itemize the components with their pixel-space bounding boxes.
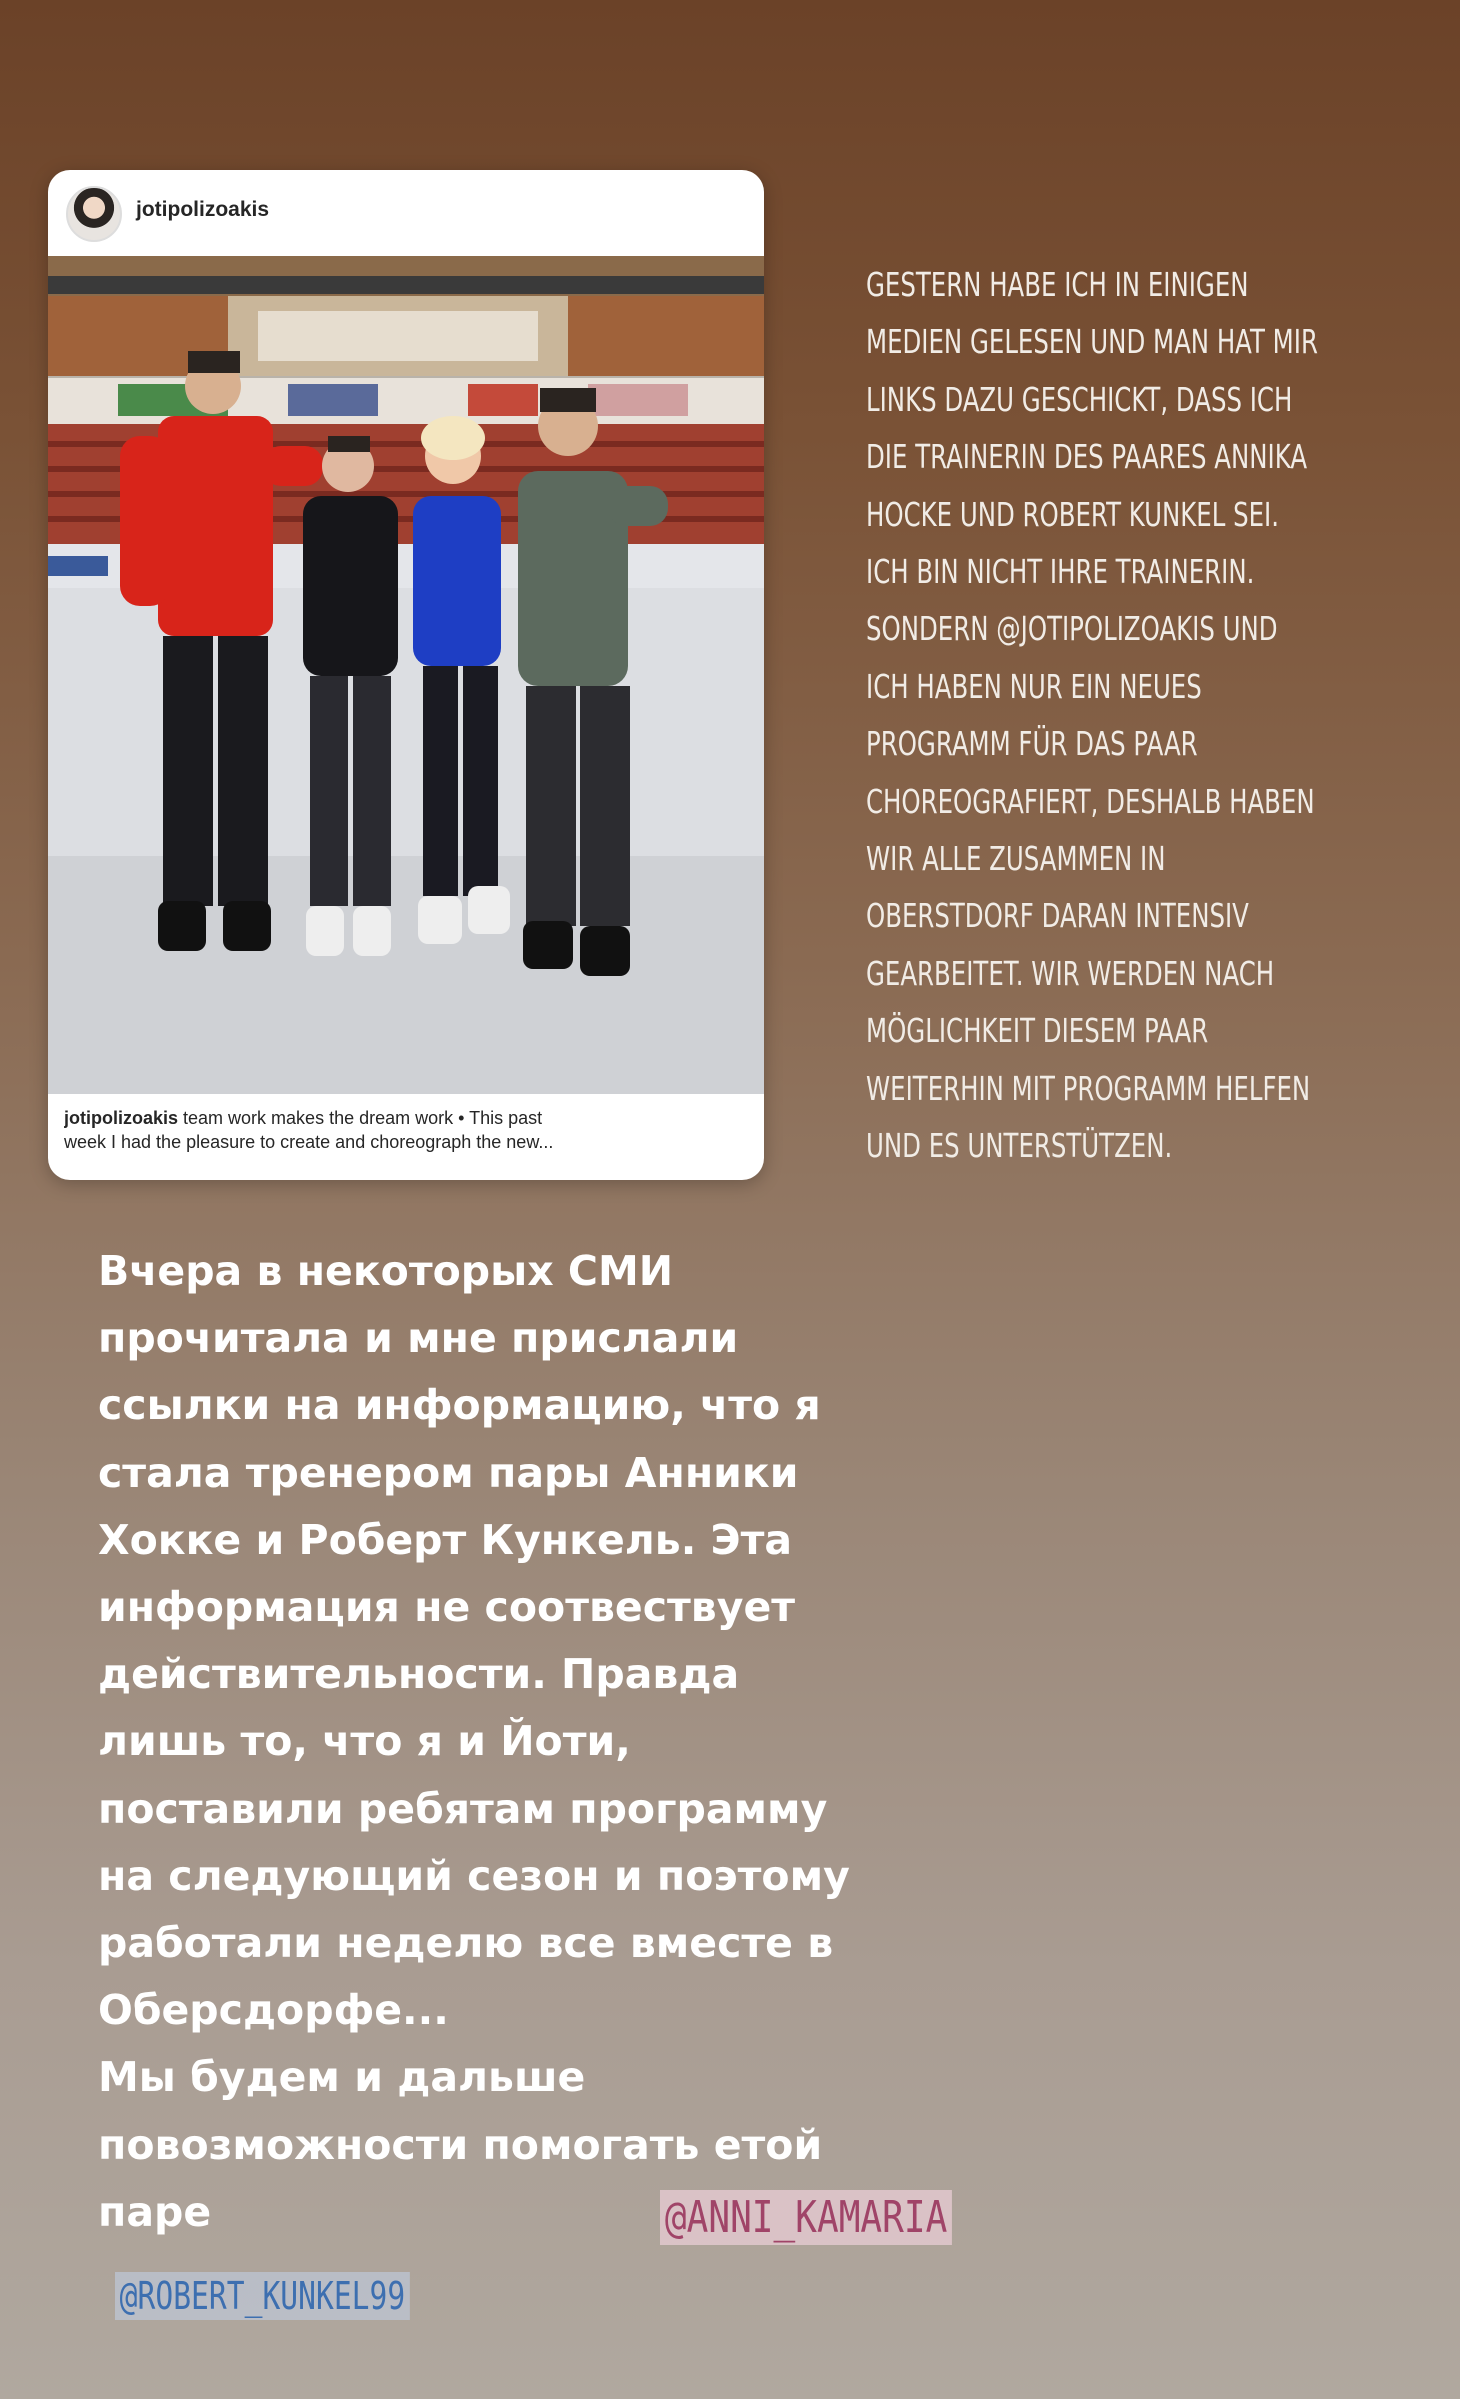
russian-line: Мы будем и дальше [98, 2053, 586, 2102]
german-line: WIR ALLE ZUSAMMEN IN [866, 839, 1166, 879]
russian-line: поставили ребятам программу [98, 1784, 828, 1833]
german-line: CHOREOGRAFIERT, DESHALB HABEN [866, 781, 1315, 821]
russian-line: на следующий сезон и поэтому [98, 1851, 850, 1900]
russian-line: лишь то, что я и Йоти, [98, 1717, 631, 1766]
caption-line-1 [64, 1106, 748, 1130]
russian-line: работали неделю все вместе в [98, 1919, 834, 1968]
embedded-instagram-post[interactable] [48, 170, 764, 1180]
post-header [48, 170, 764, 256]
russian-line: паре [98, 2187, 212, 2236]
russian-line: повозможности помогать етой [98, 2120, 823, 2169]
russian-line: стала тренером пары Анники [98, 1448, 799, 1497]
german-statement [866, 256, 1318, 1175]
german-line: OBERSTDORF DARAN INTENSIV [866, 896, 1249, 936]
german-line: PROGRAMM FÜR DAS PAAR [866, 724, 1198, 764]
mention-anni-kamaria[interactable]: @ANNI_KAMARIA [660, 2190, 952, 2245]
russian-line: ссылки на информацию, что я [98, 1381, 821, 1430]
ice-rink-photo [48, 256, 764, 1094]
caption-username[interactable]: jotipolizoakis [64, 1108, 179, 1128]
post-caption [64, 1106, 748, 1154]
avatar[interactable] [66, 186, 122, 242]
russian-line: прочитала и мне прислали [98, 1314, 739, 1363]
russian-line: Вчера в некоторых СМИ [98, 1247, 674, 1295]
post-username[interactable]: jotipolizoakis [136, 198, 270, 221]
german-line: LINKS DAZU GESCHICKT, DASS ICH [866, 379, 1293, 419]
german-line: ICH HABEN NUR EIN NEUES [866, 666, 1202, 706]
german-line: GEARBEITET. WIR WERDEN NACH [866, 953, 1275, 993]
caption-line-2: week I had the pleasure to create and choreograph the new... [64, 1132, 554, 1152]
german-line: HOCKE UND ROBERT KUNKEL SEI. [866, 494, 1280, 534]
russian-line: Хокке и Роберт Кункель. Эта [98, 1515, 793, 1564]
german-line: SONDERN @JOTIPOLIZOAKIS UND [866, 609, 1278, 649]
german-line: GESTERN HABE ICH IN EINIGEN [866, 265, 1249, 304]
russian-line: информация не соотвествует [98, 1583, 796, 1632]
post-photo [48, 256, 764, 1094]
german-line: DIE TRAINERIN DES PAARES ANNIKA [866, 437, 1308, 477]
russian-line: действительности. Правда [98, 1650, 740, 1699]
german-line: MEDIEN GELESEN UND MAN HAT MIR [866, 322, 1318, 362]
german-line: WEITERHIN MIT PROGRAMM HELFEN [866, 1068, 1311, 1108]
russian-statement [98, 1238, 978, 2246]
german-line: UND ES UNTERSTÜTZEN. [866, 1126, 1173, 1166]
german-line: ICH BIN NICHT IHRE TRAINERIN. [866, 552, 1255, 592]
mention-robert-kunkel[interactable]: @ROBERT_KUNKEL99 [115, 2272, 410, 2320]
russian-line: Оберсдорфе... [98, 1986, 449, 2035]
german-line: MÖGLICHKEIT DIESEM PAAR [866, 1011, 1209, 1051]
caption-text-1: team work makes the dream work • This past [183, 1108, 543, 1128]
